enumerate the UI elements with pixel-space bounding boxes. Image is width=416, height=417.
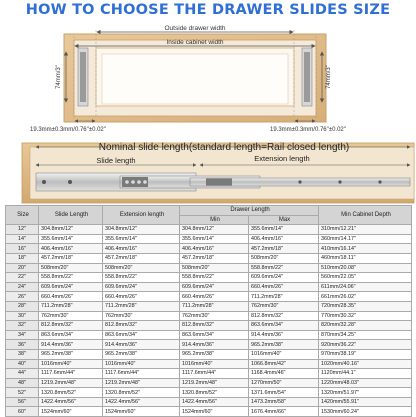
cell-extension-length: 1524mm/60" xyxy=(103,407,180,417)
cell-drawer-min: 1117.6mm/44" xyxy=(180,369,249,379)
cell-drawer-max: 863.6mm/34" xyxy=(249,321,319,331)
header-max: Max xyxy=(249,215,319,225)
cell-slide-length: 1219.2mm/48" xyxy=(39,378,103,388)
cell-extension-length: 1016mm/40" xyxy=(103,359,180,369)
cell-min-cabinet-depth: 510mm/20.08" xyxy=(319,263,412,273)
mounting-hole xyxy=(298,180,301,183)
cell-slide-length: 660.4mm/26" xyxy=(39,292,103,302)
cell-extension-length: 914.4mm/36" xyxy=(103,340,180,350)
cell-extension-length: 304.8mm/12" xyxy=(103,225,180,235)
table-row xyxy=(6,321,412,331)
cell-size: 30" xyxy=(6,311,39,321)
right-slide-channel xyxy=(304,52,310,102)
slide-extension-diagram xyxy=(0,139,416,205)
cell-min-cabinet-depth: 1320mm/51.97" xyxy=(319,388,412,398)
cell-drawer-max: 508mm/20" xyxy=(249,253,319,263)
table-header-row xyxy=(6,206,412,216)
cell-drawer-min: 762mm/30" xyxy=(180,311,249,321)
header-drawer-length: Drawer Length xyxy=(180,206,319,216)
cell-slide-length: 558.8mm/22" xyxy=(39,273,103,283)
cell-size: 28" xyxy=(6,301,39,311)
extension-length-label: Extension length xyxy=(254,154,310,163)
cell-extension-length: 1219.2mm/48" xyxy=(103,378,180,388)
ball-bearing-carriage xyxy=(206,179,232,186)
cell-drawer-min: 660.4mm/26" xyxy=(180,292,249,302)
cell-extension-length: 1320.8mm/52" xyxy=(103,388,180,398)
cell-min-cabinet-depth: 560mm/22.05" xyxy=(319,273,412,283)
cell-drawer-min: 406.4mm/16" xyxy=(180,244,249,254)
table-row xyxy=(6,253,412,263)
cell-drawer-min: 1524mm/60" xyxy=(180,407,249,417)
cell-drawer-min: 965.2mm/38" xyxy=(180,349,249,359)
cell-extension-length: 355.6mm/14" xyxy=(103,234,180,244)
mounting-hole xyxy=(338,180,341,183)
cell-slide-length: 762mm/30" xyxy=(39,311,103,321)
cell-min-cabinet-depth: 1220mm/48.03" xyxy=(319,378,412,388)
mounting-hole xyxy=(68,180,72,184)
size-spec-table xyxy=(5,205,412,417)
gap-label-left: 19.3mm±0.3mm/0.76"±0.02" xyxy=(30,127,106,133)
cell-size: 44" xyxy=(6,369,39,379)
cell-extension-length: 660.4mm/26" xyxy=(103,292,180,302)
header-min: Min xyxy=(180,215,249,225)
cell-size: 36" xyxy=(6,340,39,350)
cell-size: 16" xyxy=(6,244,39,254)
cell-drawer-max: 406.4mm/16" xyxy=(249,234,319,244)
cell-extension-length: 609.6mm/24" xyxy=(103,282,180,292)
slide-length-label: Slide length xyxy=(96,156,136,165)
table-row xyxy=(6,311,412,321)
cell-slide-length: 1422.4mm/56" xyxy=(39,397,103,407)
table-row xyxy=(6,244,412,254)
cell-slide-length: 1320.8mm/52" xyxy=(39,388,103,398)
cell-drawer-min: 508mm/20" xyxy=(180,263,249,273)
gap-label-right: 19.3mm±0.3mm/0.76"±0.02" xyxy=(270,127,346,133)
table-row xyxy=(6,225,412,235)
table-row xyxy=(6,388,412,398)
cell-extension-length: 812.8mm/32" xyxy=(103,321,180,331)
cell-size: 12" xyxy=(6,225,39,235)
page-title: HOW TO CHOOSE THE DRAWER SLIDES SIZE xyxy=(25,2,391,18)
cell-drawer-min: 812.8mm/32" xyxy=(180,321,249,331)
cell-drawer-min: 863.6mm/34" xyxy=(180,330,249,340)
cell-min-cabinet-depth: 970mm/38.19" xyxy=(319,349,412,359)
cell-min-cabinet-depth: 920mm/36.22" xyxy=(319,340,412,350)
cell-slide-length: 304.8mm/12" xyxy=(39,225,103,235)
cell-size: 26" xyxy=(6,292,39,302)
cell-min-cabinet-depth: 310mm/12.21" xyxy=(319,225,412,235)
cell-min-cabinet-depth: 1530mm/60.24" xyxy=(319,407,412,417)
table-body xyxy=(6,225,412,417)
table-row xyxy=(6,340,412,350)
cell-size: 34" xyxy=(6,330,39,340)
cell-drawer-max: 1676.4mm/66" xyxy=(249,407,319,417)
cell-drawer-max: 1016mm/40" xyxy=(249,349,319,359)
cell-drawer-max: 558.8mm/22" xyxy=(249,263,319,273)
cell-drawer-min: 558.8mm/22" xyxy=(180,273,249,283)
cell-drawer-max: 1168.4mm/46" xyxy=(249,369,319,379)
header-size: Size xyxy=(6,206,39,225)
cell-extension-length: 406.4mm/16" xyxy=(103,244,180,254)
table-row xyxy=(6,292,412,302)
cell-size: 24" xyxy=(6,282,39,292)
cell-extension-length: 1117.6mm/44" xyxy=(103,369,180,379)
cell-drawer-min: 1016mm/40" xyxy=(180,359,249,369)
mounting-hole xyxy=(378,180,381,183)
header-extension-length: Extension length xyxy=(103,206,180,225)
bearing-ball xyxy=(125,180,129,184)
cell-drawer-max: 1371.6mm/54" xyxy=(249,388,319,398)
cell-size: 48" xyxy=(6,378,39,388)
cell-drawer-min: 711.2mm/28" xyxy=(180,301,249,311)
inside-width-label: Inside cabinet width xyxy=(166,39,224,46)
cell-size: 22" xyxy=(6,273,39,283)
table-row xyxy=(6,263,412,273)
cell-drawer-min: 304.8mm/12" xyxy=(180,225,249,235)
drawer-front-inner xyxy=(102,54,288,104)
cell-slide-length: 914.4mm/36" xyxy=(39,340,103,350)
height-label-left: 74mm/3" xyxy=(56,65,62,89)
cell-min-cabinet-depth: 410mm/16.14" xyxy=(319,244,412,254)
cell-slide-length: 355.6mm/14" xyxy=(39,234,103,244)
cell-slide-length: 1524mm/60" xyxy=(39,407,103,417)
cell-drawer-min: 609.6mm/24" xyxy=(180,282,249,292)
cell-drawer-max: 457.2mm/18" xyxy=(249,244,319,254)
cell-drawer-min: 1219.2mm/48" xyxy=(180,378,249,388)
bearing-ball xyxy=(143,180,147,184)
table-row xyxy=(6,369,412,379)
cell-slide-length: 711.2mm/28" xyxy=(39,301,103,311)
cell-drawer-max: 1473.2mm/58" xyxy=(249,397,319,407)
cell-min-cabinet-depth: 770mm/30.32" xyxy=(319,311,412,321)
cell-slide-length: 457.2mm/18" xyxy=(39,253,103,263)
cell-size: 60" xyxy=(6,407,39,417)
cell-size: 56" xyxy=(6,397,39,407)
cell-extension-length: 965.2mm/38" xyxy=(103,349,180,359)
cell-min-cabinet-depth: 661mm/26.02" xyxy=(319,292,412,302)
cell-size: 18" xyxy=(6,253,39,263)
cell-extension-length: 762mm/30" xyxy=(103,311,180,321)
cell-drawer-max: 711.2mm/28" xyxy=(249,292,319,302)
bearing-ball xyxy=(131,180,135,184)
cell-slide-length: 508mm/20" xyxy=(39,263,103,273)
cell-extension-length: 711.2mm/28" xyxy=(103,301,180,311)
outside-width-label: Outside drawer width xyxy=(164,25,226,32)
height-label-right: 74mm/3" xyxy=(326,65,332,89)
cell-drawer-max: 762mm/30" xyxy=(249,301,319,311)
cell-slide-length: 812.8mm/32" xyxy=(39,321,103,331)
cell-extension-length: 457.2mm/18" xyxy=(103,253,180,263)
cell-slide-length: 1016mm/40" xyxy=(39,359,103,369)
cell-drawer-min: 355.6mm/14" xyxy=(180,234,249,244)
cell-slide-length: 965.2mm/38" xyxy=(39,349,103,359)
mounting-hole xyxy=(42,180,46,184)
cell-min-cabinet-depth: 1020mm/40.16" xyxy=(319,359,412,369)
cell-drawer-min: 914.4mm/36" xyxy=(180,340,249,350)
cell-drawer-min: 1320.8mm/52" xyxy=(180,388,249,398)
cell-drawer-max: 965.2mm/38" xyxy=(249,340,319,350)
table-row xyxy=(6,234,412,244)
table-row xyxy=(6,301,412,311)
table-row xyxy=(6,397,412,407)
cell-drawer-max: 609.6mm/24" xyxy=(249,273,319,283)
cell-min-cabinet-depth: 360mm/14.17" xyxy=(319,234,412,244)
cell-drawer-max: 1270mm/50" xyxy=(249,378,319,388)
cell-size: 52" xyxy=(6,388,39,398)
table-row xyxy=(6,273,412,283)
cell-min-cabinet-depth: 720mm/28.35" xyxy=(319,301,412,311)
table-row xyxy=(6,282,412,292)
cell-size: 14" xyxy=(6,234,39,244)
cell-min-cabinet-depth: 1420mm/55.91" xyxy=(319,397,412,407)
cell-extension-length: 1422.4mm/56" xyxy=(103,397,180,407)
cell-size: 38" xyxy=(6,349,39,359)
cell-drawer-max: 914.4mm/36" xyxy=(249,330,319,340)
cell-size: 20" xyxy=(6,263,39,273)
cell-extension-length: 508mm/20" xyxy=(103,263,180,273)
nominal-label: Nominal slide length(standard length=Rail closed length) xyxy=(98,142,350,153)
table-row xyxy=(6,359,412,369)
cell-min-cabinet-depth: 460mm/18.11" xyxy=(319,253,412,263)
bearing-ball xyxy=(137,180,141,184)
table-row xyxy=(6,349,412,359)
cell-min-cabinet-depth: 611mm/24.06" xyxy=(319,282,412,292)
cell-slide-length: 406.4mm/16" xyxy=(39,244,103,254)
cell-min-cabinet-depth: 820mm/32.28" xyxy=(319,321,412,331)
left-slide-channel xyxy=(80,52,86,102)
cell-drawer-max: 1066.8mm/42" xyxy=(249,359,319,369)
cell-min-cabinet-depth: 1120mm/44.1" xyxy=(319,369,412,379)
cell-slide-length: 863.6mm/34" xyxy=(39,330,103,340)
cell-slide-length: 609.6mm/24" xyxy=(39,282,103,292)
cell-drawer-max: 660.4mm/26" xyxy=(249,282,319,292)
cell-extension-length: 558.8mm/22" xyxy=(103,273,180,283)
cell-drawer-max: 355.6mm/14" xyxy=(249,225,319,235)
table-row xyxy=(6,378,412,388)
cell-drawer-min: 1422.4mm/56" xyxy=(180,397,249,407)
header-min-cabinet-depth: Min Cabinet Depth xyxy=(319,206,412,225)
cell-slide-length: 1117.6mm/44" xyxy=(39,369,103,379)
cabinet-front-diagram xyxy=(0,18,416,140)
table-row xyxy=(6,330,412,340)
cell-size: 32" xyxy=(6,321,39,331)
cell-drawer-max: 812.8mm/32" xyxy=(249,311,319,321)
cell-size: 40" xyxy=(6,359,39,369)
cell-drawer-min: 457.2mm/18" xyxy=(180,253,249,263)
cell-min-cabinet-depth: 870mm/34.25" xyxy=(319,330,412,340)
cell-extension-length: 863.6mm/34" xyxy=(103,330,180,340)
table-row xyxy=(6,407,412,417)
header-slide-length: Slide Length xyxy=(39,206,103,225)
